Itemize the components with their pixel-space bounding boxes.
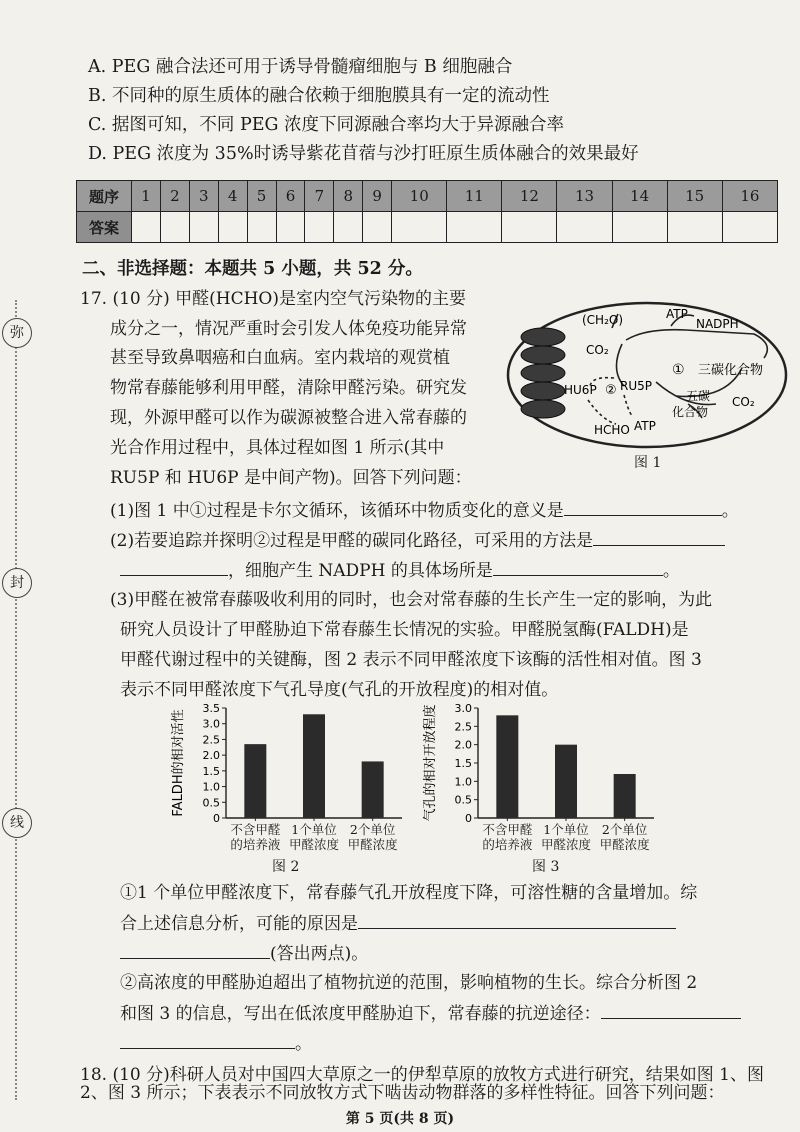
q17-line-5: 现，外源甲醛可以作为碳源被整合进入常春藤的 [110, 408, 467, 428]
label-process-1: ① [672, 362, 685, 378]
q17-line-3: 甚至导致鼻咽癌和白血病。室内栽培的观赏植 [110, 348, 450, 368]
y-tick-label: 1.0 [202, 780, 220, 794]
answer-cell[interactable] [247, 212, 276, 243]
q17-3-1-line2 [120, 910, 780, 937]
label-c5-line2: 化合物 [672, 405, 709, 419]
x-tick-label-line: 1个单位 [291, 822, 337, 837]
answer-blank[interactable] [564, 497, 722, 516]
seal-mark-2: 封 [2, 568, 32, 598]
q17-sub2a-text: (2)若要追踪并探明②过程是甲醛的碳同化路径，可采用的方法是 [110, 531, 594, 551]
answer-number: 12 [502, 181, 557, 212]
answer-cell[interactable] [305, 212, 334, 243]
y-tick-label: 2.0 [454, 738, 472, 752]
period: 。 [721, 501, 739, 521]
x-tick-label-line: 不含甲醛 [230, 822, 281, 837]
period: 。 [295, 1034, 312, 1054]
q17-3-1-line1: ①1 个单位甲醛浓度下，常春藤气孔开放程度下降，可溶性糖的含量增加。综 [120, 883, 698, 903]
q17-sub2b-text: ，细胞产生 NADPH 的具体场所是 [228, 561, 493, 581]
q17-sub3-line1: (3)甲醛在被常春藤吸收利用的同时，也会对常春藤的生长产生一定的影响，为此 [110, 590, 713, 610]
figure1-caption: 图 1 [634, 455, 662, 471]
label-nadph: NADPH [696, 317, 739, 331]
answer-blank[interactable] [120, 557, 228, 576]
section-heading: 二、非选择题：本题共 5 小题，共 52 分。 [82, 259, 423, 279]
answer-table [76, 180, 778, 243]
answer-table-number-row [77, 181, 778, 212]
y-tick-label: 1.5 [454, 757, 472, 770]
bar [614, 774, 636, 818]
answer-table-row-label: 答案 [77, 212, 132, 243]
q17-line-2: 成分之一，情况严重时会引发人体免疫功能异常 [110, 319, 467, 339]
x-tick-label-line: 2个单位 [349, 822, 396, 837]
answer-number: 2 [160, 181, 189, 212]
answer-cell[interactable] [132, 212, 161, 243]
answer-cell[interactable] [557, 212, 612, 243]
y-tick-label: 2.5 [454, 720, 472, 734]
answer-cell[interactable] [392, 212, 447, 243]
label-process-2: ② [605, 383, 617, 398]
answer-number: 10 [392, 181, 447, 212]
y-tick-label: 0.5 [202, 796, 220, 810]
x-tick-label-line: 1个单位 [543, 822, 589, 837]
x-tick-label-line: 甲醛浓度 [288, 837, 339, 852]
answer-number: 1 [132, 181, 161, 212]
x-tick-label-line: 2个单位 [601, 822, 648, 837]
answer-blank[interactable] [601, 1000, 741, 1019]
answer-cell[interactable] [363, 212, 392, 243]
label-ru5p: RU5P [620, 379, 652, 393]
q17-sub2-cont [120, 557, 780, 584]
figure2-chart [168, 700, 418, 830]
answer-number: 4 [218, 181, 247, 212]
y-tick-label: 1.0 [454, 775, 472, 789]
answer-number: 7 [305, 181, 334, 212]
q17-sub2 [110, 527, 780, 554]
option-b: B. 不同种的原生质体的融合依赖于细胞膜具有一定的流动性 [88, 86, 550, 106]
figure3-chart [420, 700, 670, 830]
figure1-diagram [506, 300, 788, 450]
y-tick-label: 0 [213, 812, 220, 825]
q17-3-2-line2 [120, 1000, 780, 1027]
q17-3-1-line3 [120, 940, 780, 967]
y-tick-label: 1.5 [202, 764, 220, 778]
bar [244, 744, 266, 818]
answer-blank[interactable] [120, 1030, 295, 1049]
answer-cell[interactable] [667, 212, 722, 243]
label-hcho: HCHO [594, 423, 630, 437]
bar [555, 745, 577, 818]
answer-cell[interactable] [447, 212, 502, 243]
y-axis-label: FALDH的相对活性 [171, 709, 186, 817]
answer-cell[interactable] [160, 212, 189, 243]
option-c: C. 据图可知，不同 PEG 浓度下同源融合率均大于异源融合率 [88, 115, 565, 135]
q17-line-1: 17. (10 分) 甲醛(HCHO)是室内空气污染物的主要 [80, 289, 467, 309]
answer-blank[interactable] [358, 910, 676, 929]
page-footer: 第 5 页(共 8 页) [345, 1111, 455, 1127]
bar [303, 714, 325, 818]
q17-3-2-line3 [120, 1030, 780, 1057]
answer-cell[interactable] [189, 212, 218, 243]
q17-3-2b-text: 和图 3 的信息，写出在低浓度甲醛胁迫下，常春藤的抗逆途径： [120, 1004, 601, 1024]
answer-cell[interactable] [218, 212, 247, 243]
y-tick-label: 0.5 [454, 793, 472, 807]
thylakoid-stack [521, 328, 565, 418]
label-atp-top: ATP [666, 307, 688, 321]
x-tick-label-line: 不含甲醛 [482, 822, 533, 837]
x-tick-label-line: 甲醛浓度 [347, 837, 398, 852]
answer-number: 14 [612, 181, 667, 212]
q17-sub1 [110, 497, 780, 524]
q17-sub1-text: (1)图 1 中①过程是卡尔文循环，该循环中物质变化的意义是 [110, 501, 564, 521]
answer-table-answer-row [77, 212, 778, 243]
answer-number: 6 [276, 181, 305, 212]
label-hu6p: HU6P [564, 383, 597, 397]
bar [362, 761, 384, 818]
answer-number: 3 [189, 181, 218, 212]
y-tick-label: 3.0 [202, 717, 220, 731]
q18-line-2: 2、图 3 所示；下表表示不同放牧方式下啮齿动物群落的多样性特征。回答下列问题： [80, 1083, 725, 1103]
label-co2-right: CO₂ [732, 395, 755, 409]
bar [496, 715, 518, 818]
q18-line-1: 18. (10 分)科研人员对中国四大草原之一的伊犁草原的放牧方式进行研究，结果如图 1、图 [80, 1065, 764, 1085]
y-tick-label: 3.0 [454, 702, 472, 715]
period: 。 [662, 561, 680, 581]
x-tick-label-line: 甲醛浓度 [599, 837, 650, 852]
x-tick-label-line: 的培养液 [230, 837, 281, 852]
answer-number: 5 [247, 181, 276, 212]
answer-number: 13 [557, 181, 612, 212]
q17-3-2-line1: ②高浓度的甲醛胁迫超出了植物抗逆的范围，影响植物的生长。综合分析图 2 [120, 973, 698, 993]
answer-table-row-label: 题序 [77, 181, 132, 212]
label-ch2o: (CH₂O) [582, 313, 624, 327]
answer-number: 8 [334, 181, 363, 212]
answer-number: 16 [722, 181, 777, 212]
x-tick-label [590, 822, 660, 852]
q17-line-6: 光合作用过程中，具体过程如图 1 所示(其中 [110, 438, 445, 458]
label-co2-left: CO₂ [586, 343, 609, 357]
answer-cell[interactable] [334, 212, 363, 243]
label-c3: 三碳化合物 [698, 363, 764, 378]
answer-cell[interactable] [612, 212, 667, 243]
q17-line-4: 物常春藤能够利用甲醛，清除甲醛污染。研究发 [110, 378, 467, 398]
q17-sub3-line3: 甲醛代谢过程中的关键酶，图 2 表示不同甲醛浓度下该酶的活性相对值。图 3 [120, 650, 702, 670]
q17-3-1b-text: 合上述信息分析，可能的原因是 [120, 914, 358, 934]
binding-line [15, 300, 17, 1100]
answer-blank[interactable] [493, 557, 663, 576]
answer-cell[interactable] [502, 212, 557, 243]
answer-number: 9 [363, 181, 392, 212]
answer-cell[interactable] [276, 212, 305, 243]
answer-blank[interactable] [593, 527, 725, 546]
label-c5-line1: 五碳 [686, 389, 711, 403]
seal-mark-3: 线 [2, 808, 32, 838]
q17-line-7: RU5P 和 HU6P 是中间产物)。回答下列问题： [110, 468, 472, 488]
label-atp-bottom: ATP [634, 419, 656, 433]
x-tick-label-line: 的培养液 [482, 837, 533, 852]
answer-number: 11 [447, 181, 502, 212]
answer-number: 15 [667, 181, 722, 212]
y-tick-label: 3.5 [202, 702, 220, 715]
y-tick-label: 2.5 [202, 733, 220, 747]
q17-sub3-line4: 表示不同甲醛浓度下气孔导度(气孔的开放程度)的相对值。 [120, 680, 559, 700]
option-d: D. PEG 浓度为 35%时诱导紫花苜蓿与沙打旺原生质体融合的效果最好 [88, 144, 639, 164]
answer-blank[interactable] [120, 940, 270, 959]
seal-mark-1: 弥 [2, 318, 32, 348]
option-a: A. PEG 融合法还可用于诱导骨髓瘤细胞与 B 细胞融合 [88, 57, 513, 77]
x-tick-label [338, 822, 408, 852]
answer-cell[interactable] [722, 212, 777, 243]
q17-3-1c-text: (答出两点)。 [270, 944, 369, 964]
y-axis-label: 气孔的相对开放程度 [423, 704, 438, 822]
y-tick-label: 2.0 [202, 749, 220, 763]
x-tick-label-line: 甲醛浓度 [540, 837, 591, 852]
q17-sub3-line2: 研究人员设计了甲醛胁迫下常春藤生长情况的实验。甲醛脱氢酶(FALDH)是 [120, 620, 689, 640]
y-tick-label: 0 [465, 812, 472, 825]
figure2-caption: 图 2 [272, 859, 300, 875]
figure3-caption: 图 3 [532, 859, 560, 875]
